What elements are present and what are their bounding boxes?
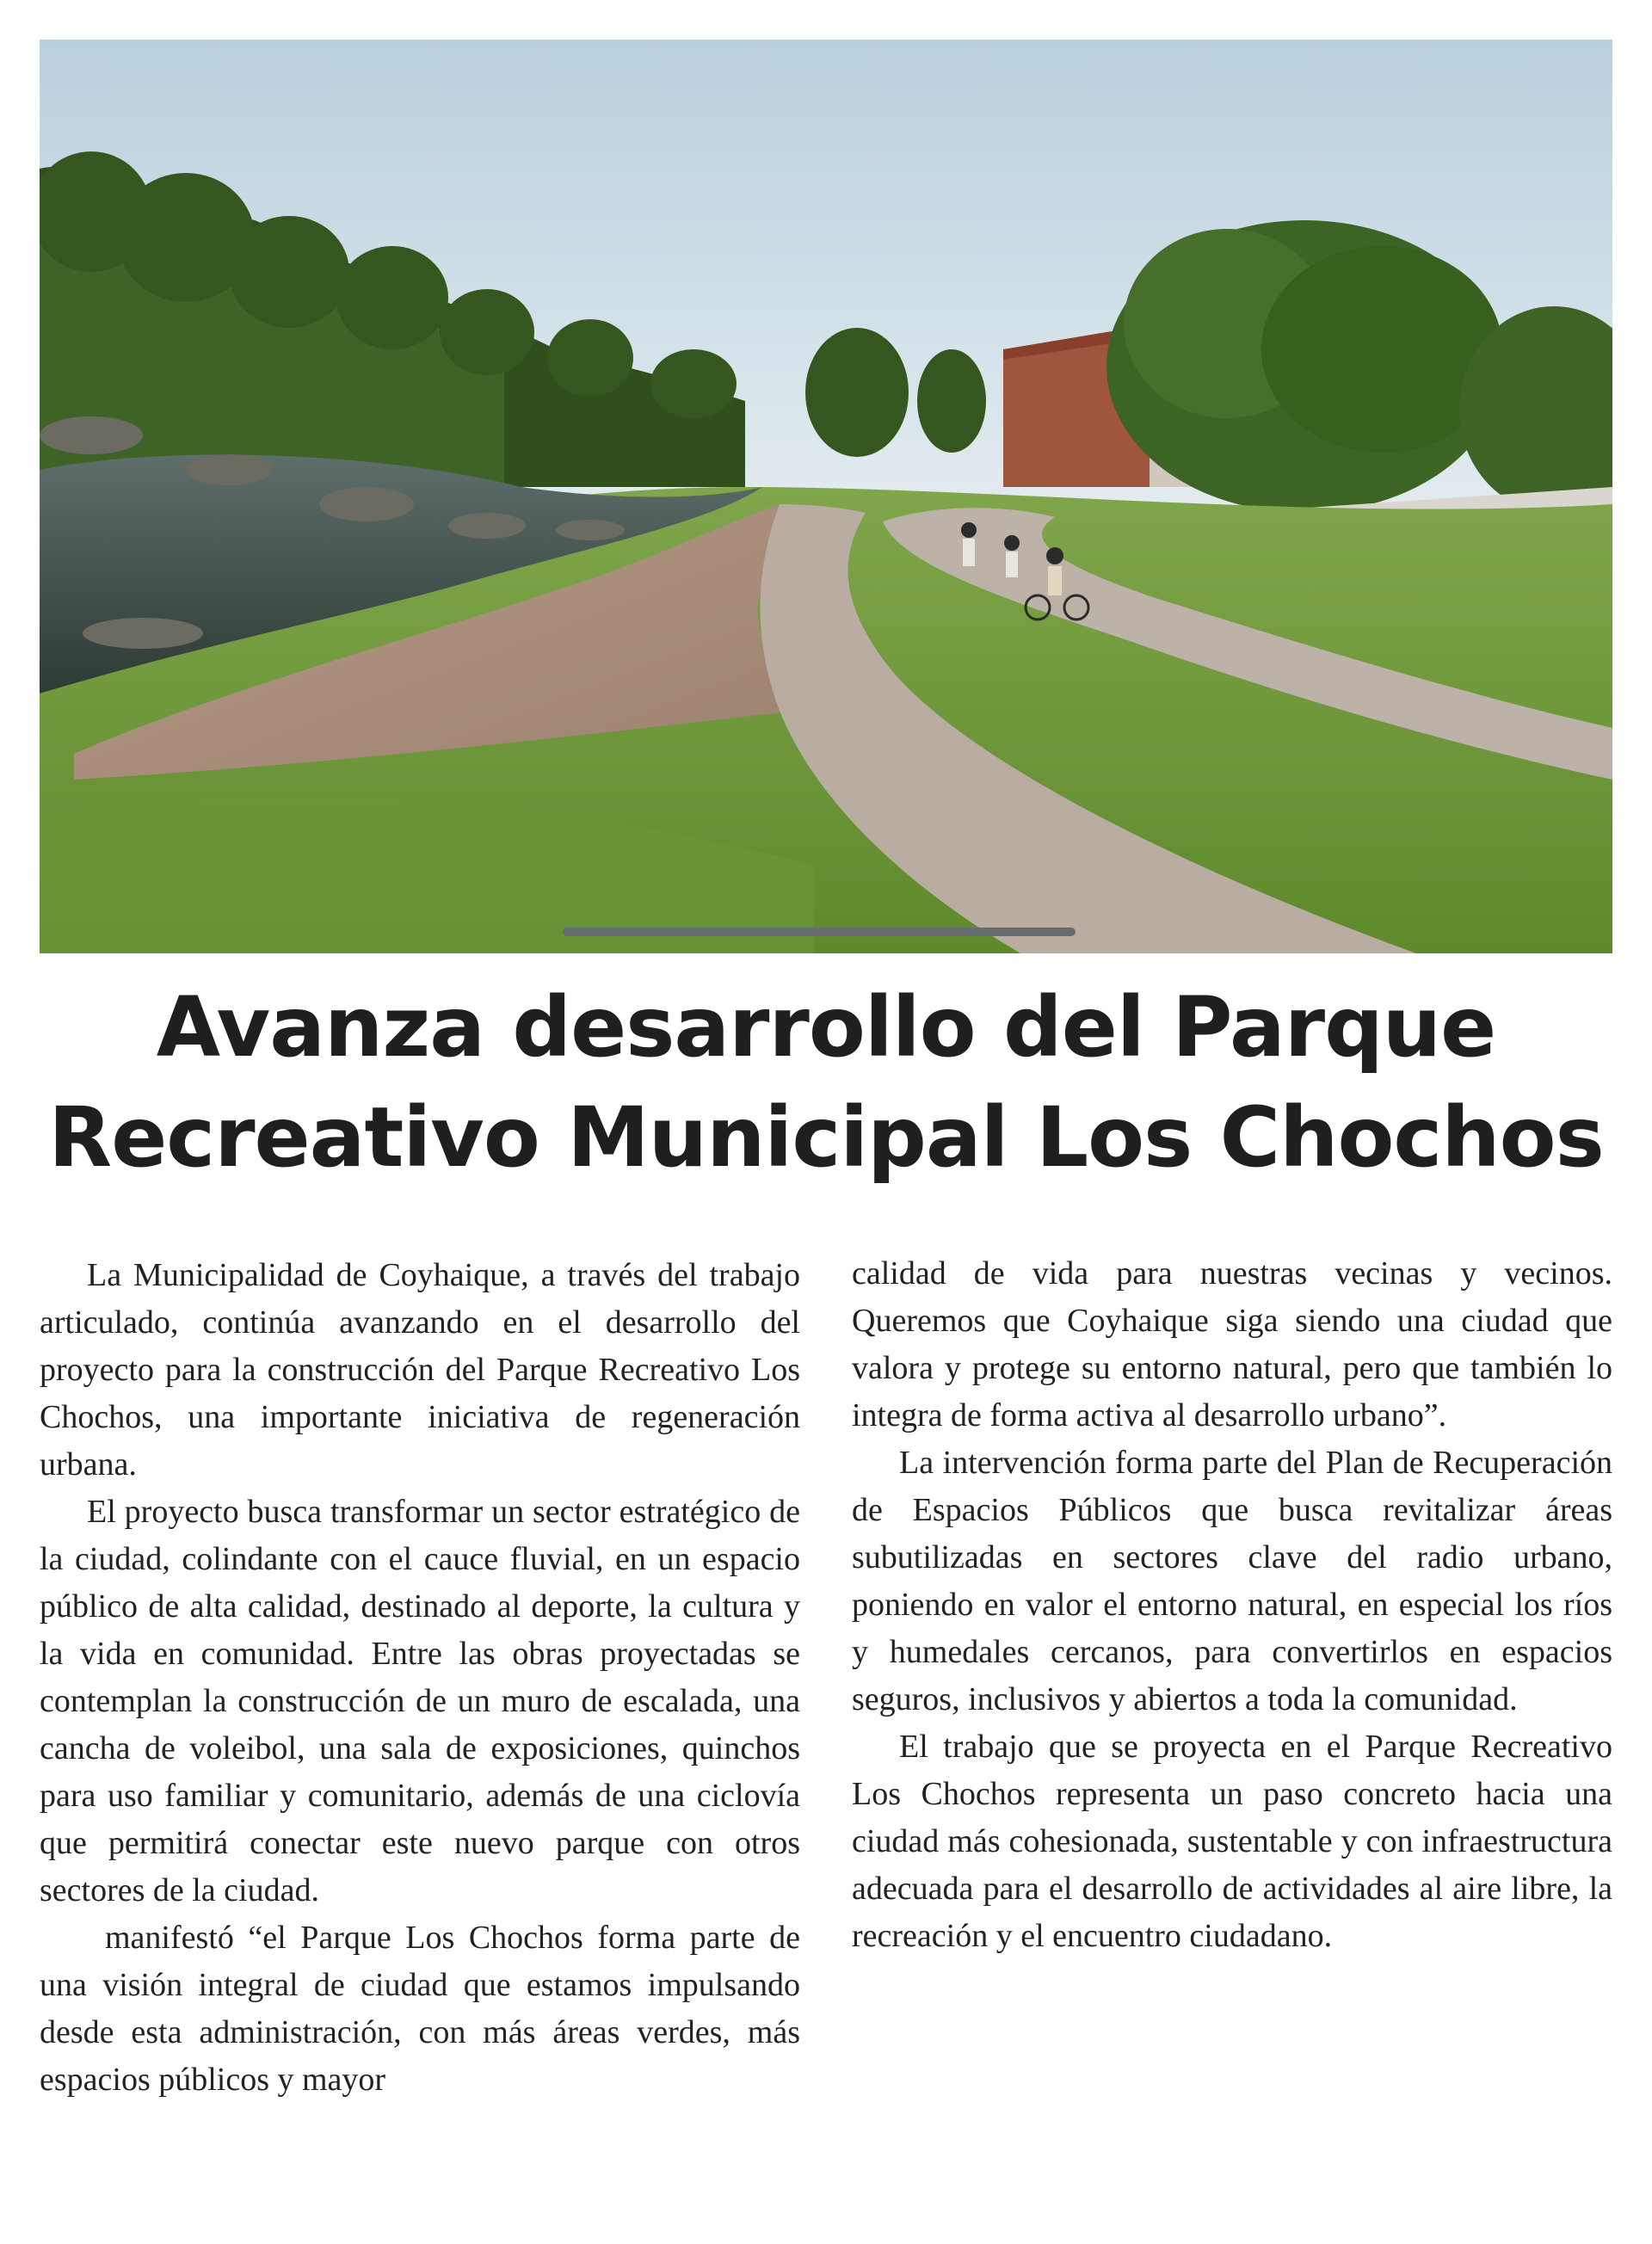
park-rendering-illustration [40, 40, 1612, 953]
article-headline [0, 972, 1652, 1193]
article-column-right [852, 1250, 1612, 1960]
article-column-left [40, 1252, 800, 2104]
paragraph-3: manifestó “el Parque Los Chochos forma parte de una visión integral de ciudad que estamos impulsando desde esta administración, con más áreas verdes, más espacios públicos y mayor [40, 1920, 800, 2098]
paragraph-1: La Municipalidad de Coyhaique, a través del trabajo articulado, continúa avanzando en el desarrollo del proyecto para la construcción del Parque Recreativo Los Chochos, una importante iniciativa de regeneración urbana. [40, 1257, 800, 1483]
paragraph-4: calidad de vida para nuestras vecinas y vecinos. Queremos que Coyhaique siga siendo una ciudad que valora y protege su entorno natural, pero que también lo integra de forma activa al desarrollo urbano”. [852, 1255, 1612, 1433]
paragraph-5: La intervención forma parte del Plan de Recuperación de Espacios Públicos que busca revitalizar áreas subutilizadas en sectores clave del radio urbano, poniendo en valor el entorno natural, en especial los ríos y humedales cercanos, para convertirlos en espacios seguros, inclusivos y abiertos a toda la comunidad. [852, 1445, 1612, 1717]
paragraph-2: El proyecto busca transformar un sector estratégico de la ciudad, colindante con el cauce fluvial, en un espacio público de alta calidad, destinado al deporte, la cultura y la vida en comunidad. Entre las obras proyectadas se contemplan la construcción de un muro de escalada, una cancha de voleibol, una sala de exposiciones, quinchos para uso familiar y comunitario, además de una ciclovía que permitirá conectar este nuevo parque con otros sectores de la ciudad. [40, 1494, 800, 1908]
hero-image [40, 40, 1612, 953]
headline-line-2: Recreativo Municipal Los Chochos [48, 1089, 1604, 1186]
paragraph-6: El trabajo que se proyecta en el Parque Recreativo Los Chochos representa un paso concreto hacia una ciudad más cohesionada, sustentable y con infraestructura adecuada para el desarrollo de actividades al aire libre, la recreación y el encuentro ciudadano. [852, 1729, 1612, 1954]
headline-line-1: Avanza desarrollo del Parque [156, 979, 1496, 1076]
